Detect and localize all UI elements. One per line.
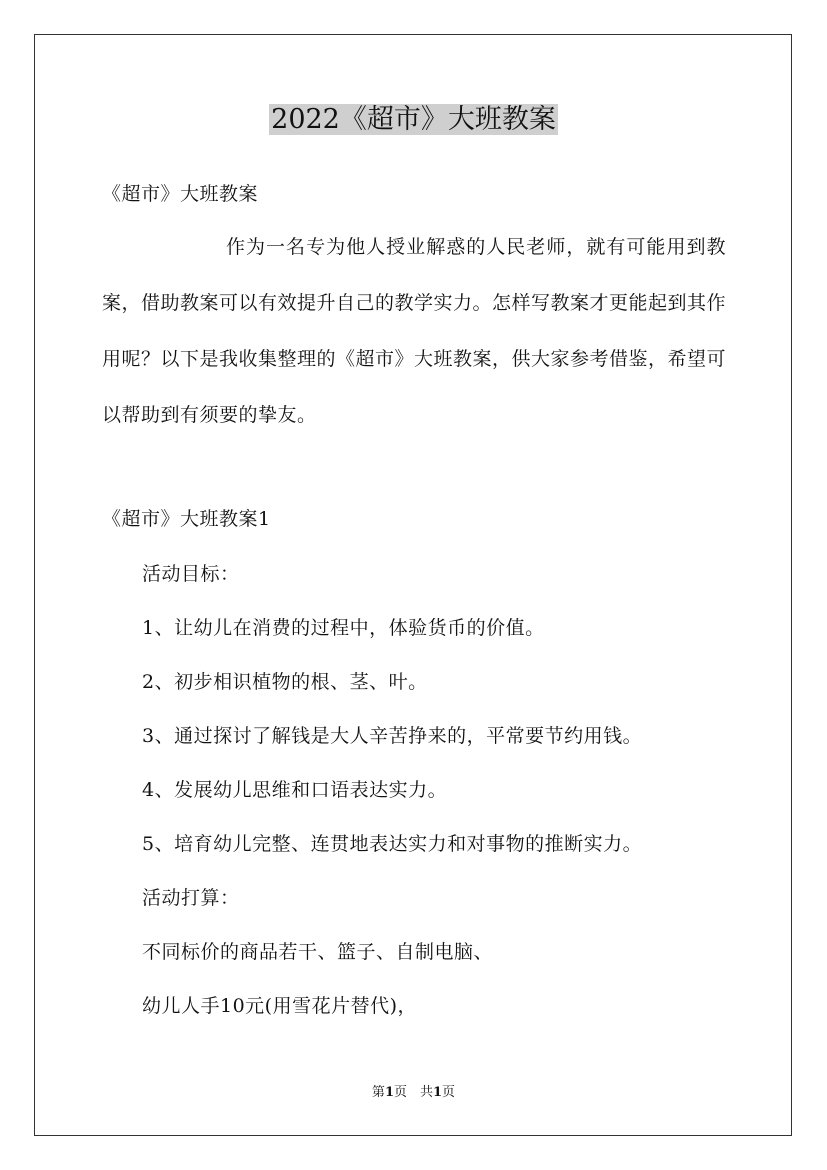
prep-item-1: 不同标价的商品若干、篮子、自制电脑、: [142, 941, 494, 963]
goals-label: 活动目标：: [142, 563, 240, 585]
intro-paragraph: 作为一名专为他人授业解惑的人民老师，就有可能用到教案，借助教案可以有效提升自己的教学实力。怎样写教案才更能起到其作用呢？以下是我收集整理的《超市》大班教案，供大家参考借鉴，希望可以帮助到有须要的挚友。: [102, 236, 727, 426]
page-footer: [0, 1084, 827, 1102]
goal-item-5: 5、培育幼儿完整、连贯地表达实力和对事物的推断实力。: [142, 833, 643, 855]
goal-item-4: 4、发展幼儿思维和口语表达实力。: [142, 779, 448, 801]
footer-page-current: 1: [384, 1085, 394, 1100]
goal-item-1: 1、让幼儿在消费的过程中，体验货币的价值。: [142, 617, 545, 639]
footer-page-prefix: 第: [371, 1085, 385, 1100]
footer-page-mid: 页 共: [393, 1085, 433, 1100]
document-title: [0, 100, 827, 140]
prep-label: 活动打算：: [142, 887, 240, 909]
footer-page-total: 1: [433, 1085, 443, 1100]
goal-item-2: 2、初步相识植物的根、茎、叶。: [142, 671, 428, 693]
document-subtitle: 《超市》大班教案: [102, 183, 259, 205]
prep-item-2: 幼儿人手10元(用雪花片替代)，: [142, 995, 418, 1017]
footer-page-suffix: 页: [442, 1085, 456, 1100]
goal-item-3: 3、通过探讨了解钱是大人辛苦挣来的，平常要节约用钱。: [142, 725, 643, 747]
section-heading: 《超市》大班教案1: [102, 508, 271, 530]
document-title-text: 2022《超市》大班教案: [271, 104, 556, 135]
